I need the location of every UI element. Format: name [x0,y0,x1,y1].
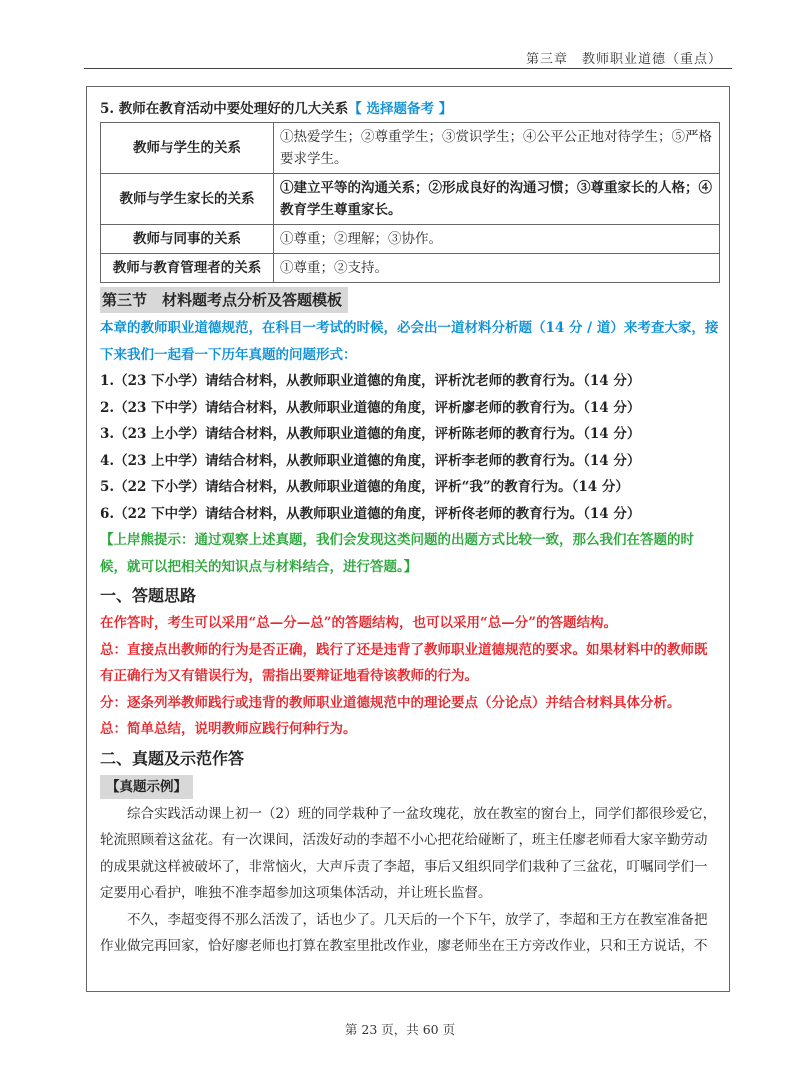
relations-table [100,122,720,283]
approach-line: 分：逐条列举教师践行或违背的教师职业道德规范中的理论要点（分论点）并结合材料具体分析。 [100,694,681,711]
page-content [100,98,720,960]
table-row [101,174,720,225]
approach-line: 在作答时，考生可以采用“总—分—总”的答题结构，也可以采用“总—分”的答题结构。 [100,615,618,631]
relation-key: 教师与教育管理者的关系 [101,254,274,283]
table-row [101,225,720,254]
question-item: 4.（23 上中学）请结合材料，从教师职业道德的角度，评析李老师的教育行为。（14 分） [100,452,641,469]
q5-heading [100,98,720,120]
question-item: 5.（22 下小学）请结合材料，从教师职业道德的角度，评析“我”的教育行为。（14 分） [100,479,629,495]
relation-key: 教师与同事的关系 [101,225,274,254]
header-divider [84,68,732,69]
relation-value: ①热爱学生；②尊重学生；③赏识学生；④公平公正地对待学生；⑤严格要求学生。 [274,123,720,174]
example-tag: 【真题示例】 [100,775,193,799]
relation-value: ①建立平等的沟通关系；②形成良好的沟通习惯；③尊重家长的人格；④教育学生尊重家长。 [274,174,720,225]
q5-tag: 【 选择题备考 】 [348,101,453,117]
material-paragraph: 不久，李超变得不那么活泼了，话也少了。几天后的一个下午，放学了，李超和王方在教室准备把作业做完再回家，恰好廖老师也打算在教室里批改作业，廖老师坐在王方旁改作业，只和王方说话，不 [100,911,708,954]
section-intro: 本章的教师职业道德规范，在科目一考试的时候，必会出一道材料分析题（14 分 / 道）来考查大家，接下来我们一起看一下历年真题的问题形式： [100,320,719,363]
relation-key: 教师与学生家长的关系 [101,174,274,225]
question-item: 2.（23 下中学）请结合材料，从教师职业道德的角度，评析廖老师的教育行为。（14 分） [100,399,641,416]
relation-key: 教师与学生的关系 [101,123,274,174]
relation-value: ①尊重；②理解；③协作。 [274,225,720,254]
chapter-header: 第三章 教师职业道德（重点） [525,52,722,67]
question-item: 6.（22 下中学）请结合材料，从教师职业道德的角度，评析佟老师的教育行为。（14 分） [100,505,641,522]
tip-box: 【上岸熊提示：通过观察上述真题，我们会发现这类问题的出题方式比较一致，那么我们在答题的时候，就可以把相关的知识点与材料结合，进行答题。】 [100,532,694,575]
table-row [101,254,720,283]
approach-line: 总：直接点出教师的行为是否正确，践行了还是违背了教师职业道德规范的要求。如果材料中的教师既有正确行为又有错误行为，需指出要辩证地看待该教师的行为。 [100,641,708,684]
table-row [101,123,720,174]
material-paragraph: 综合实践活动课上初一（2）班的同学栽种了一盆玫瑰花，放在教室的窗台上，同学们都很珍爱它，轮流照顾着这盆花。有一次课间，活泼好动的李超不小心把花给碰断了，班主任廖老师看大家辛勤劳动的成果就这样被破坏了，非常恼火，大声斥责了李超，事后又组织同学们栽种了三盆花，叮嘱同学们一定要用心看护，唯独不准李超参加这项集体活动，并让班长监督。 [100,805,717,901]
part2-title: 二、真题及示范作答 [100,748,245,768]
q5-title: 5. 教师在教育活动中要处理好的几大关系 [100,101,349,117]
section-title: 第三节 材料题考点分析及答题模板 [100,287,348,313]
question-item: 3.（23 上小学）请结合材料，从教师职业道德的角度，评析陈老师的教育行为。（14 分） [100,426,641,442]
relation-value: ①尊重；②支持。 [274,254,720,283]
question-item: 1.（23 下小学）请结合材料，从教师职业道德的角度，评析沈老师的教育行为。（14 分） [100,373,641,389]
page-number: 第 23 页，共 60 页 [344,1022,456,1037]
approach-line: 总：简单总结，说明教师应践行何种行为。 [100,721,357,737]
part1-title: 一、答题思路 [100,586,197,605]
